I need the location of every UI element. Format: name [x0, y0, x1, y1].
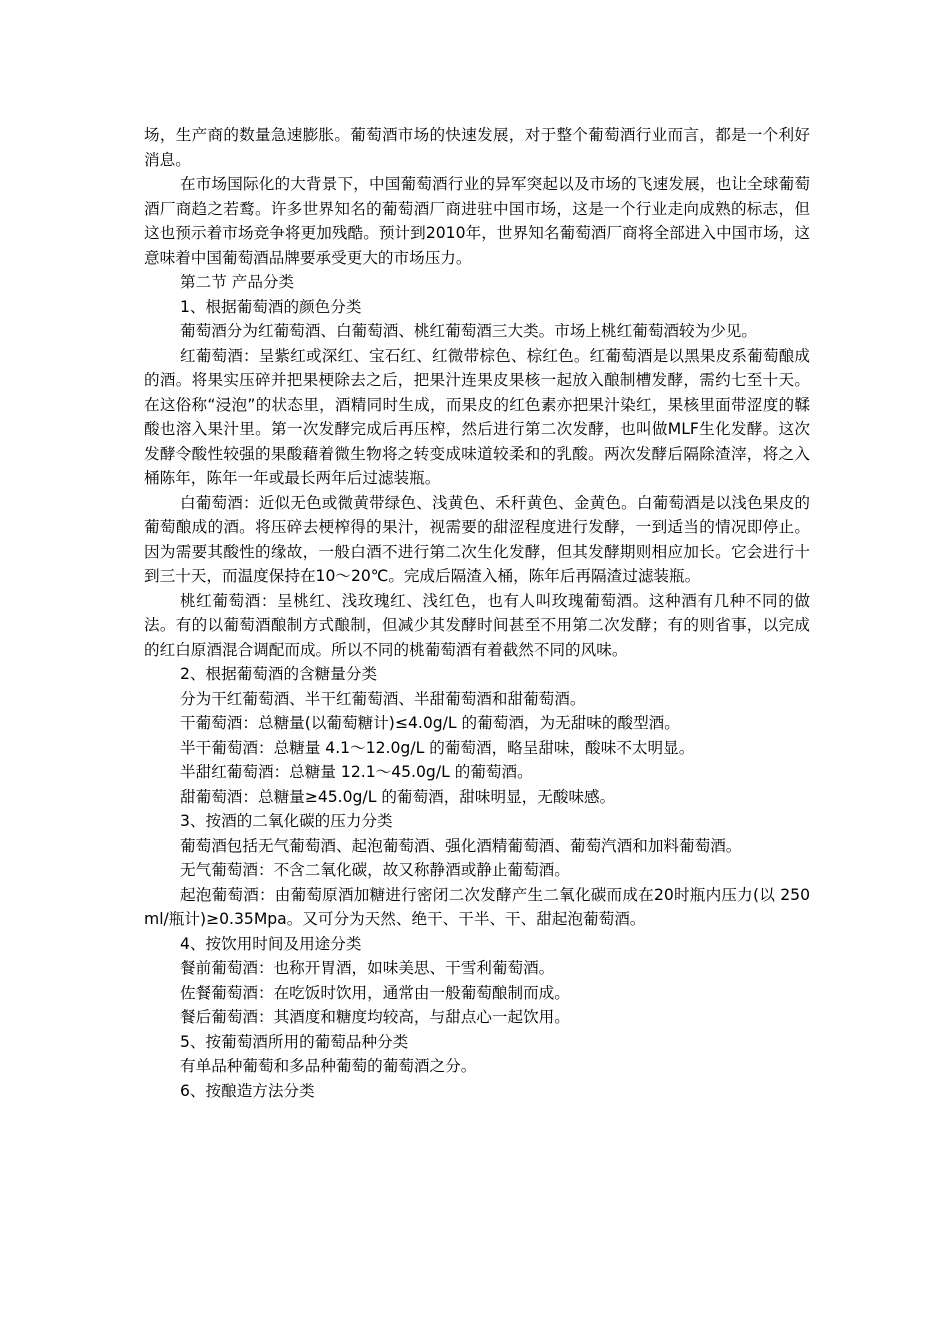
- paragraph: 葡萄酒分为红葡萄酒、白葡萄酒、桃红葡萄酒三大类。市场上桃红葡萄酒较为少见。: [180, 322, 757, 340]
- paragraph: 分为干红葡萄酒、半干红葡萄酒、半甜葡萄酒和甜葡萄酒。: [180, 689, 586, 708]
- subsection-heading: 3、按酒的二氧化碳的压力分类: [180, 812, 393, 830]
- paragraph: 佐餐葡萄酒：在吃饭时饮用，通常由一般葡萄酿制而成。: [180, 983, 570, 1002]
- paragraph: 无气葡萄酒：不含二氧化碳，故又称静酒或静止葡萄酒。: [180, 861, 570, 879]
- paragraph: 甜葡萄酒：总糖量≥45.0g/L 的葡萄酒，甜味明显，无酸味感。: [180, 787, 616, 806]
- subsection-heading: 4、按饮用时间及用途分类: [180, 934, 362, 953]
- paragraph: 半干葡萄酒：总糖量 4.1～12.0g/L 的葡萄酒，略呈甜味，酸味不太明显。: [180, 738, 695, 757]
- paragraph: 红葡萄酒：呈紫红或深红、宝石红、红微带棕色、棕红色。红葡萄酒是以黑果皮系葡萄酿成的酒。将果实压碎并把果梗除去之后，把果汁连果皮果核一起放入酿制槽发酵，需约七至十天。在这俗称“浸泡”的状态里，酒精同时生成，而果皮的红色素亦把果汁染红，果核里面带涩度的鞣酸也溶入果汁里。第一次发酵完成后再压榨，然后进行第二次发酵，也叫做MLF生化发酵。这次发酵令酸性较强的果酸藉着微生物将之转变成味道较柔和的乳酸。两次发酵后隔除渣滓，将之入桶陈年，陈年一年或最长两年后过滤装瓶。: [144, 346, 810, 487]
- subsection-heading: 6、按酿造方法分类: [180, 1081, 315, 1100]
- paragraph: 餐后葡萄酒：其酒度和糖度均较高，与甜点心一起饮用。: [180, 1008, 570, 1026]
- paragraph: 葡萄酒包括无气葡萄酒、起泡葡萄酒、强化酒精葡萄酒、葡萄汽酒和加料葡萄酒。: [180, 836, 742, 855]
- paragraph: 起泡葡萄酒：由葡萄原酒加糖进行密闭二次发酵产生二氧化碳而成在20时瓶内压力(以 250ml/瓶计)≥0.35Mpa。又可分为天然、绝干、干半、干、甜起泡葡萄酒。: [144, 885, 810, 928]
- subsection-heading: 1、根据葡萄酒的颜色分类: [180, 297, 362, 316]
- paragraph: 干葡萄酒：总糖量(以葡萄糖计)≤4.0g/L 的葡萄酒，为无甜味的酸型酒。: [180, 714, 680, 732]
- subsection-heading: 5、按葡萄酒所用的葡萄品种分类: [180, 1032, 409, 1051]
- document-page: [144, 123, 810, 1103]
- paragraph: 半甜红葡萄酒：总糖量 12.1～45.0g/L 的葡萄酒。: [180, 763, 533, 781]
- subsection-heading: 2、根据葡萄酒的含糖量分类: [180, 665, 378, 683]
- paragraph: 有单品种葡萄和多品种葡萄的葡萄酒之分。: [180, 1057, 477, 1075]
- paragraph: 白葡萄酒：近似无色或微黄带绿色、浅黄色、禾秆黄色、金黄色。白葡萄酒是以浅色果皮的葡萄酿成的酒。将压碎去梗榨得的果汁，视需要的甜涩程度进行发酵，一到适当的情况即停止。因为需要其酸性的缘故，一般白酒不进行第二次生化发酵，但其发酵期则相应加长。它会进行十到三十天，而温度保持在10～20℃。完成后隔渣入桶，陈年后再隔渣过滤装瓶。: [144, 493, 810, 585]
- paragraph: 在市场国际化的大背景下，中国葡萄酒行业的异军突起以及市场的飞速发展，也让全球葡萄酒厂商趋之若鹜。许多世界知名的葡萄酒厂商进驻中国市场，这是一个行业走向成熟的标志，但这也预示着市场竞争将更加残酷。预计到2010年，世界知名葡萄酒厂商将全部进入中国市场，这意味着中国葡萄酒品牌要承受更大的市场压力。: [144, 175, 810, 267]
- paragraph: 场，生产商的数量急速膨胀。葡萄酒市场的快速发展，对于整个葡萄酒行业而言，都是一个利好消息。: [144, 126, 810, 169]
- section-title: 第二节 产品分类: [180, 273, 295, 291]
- paragraph: 桃红葡萄酒：呈桃红、浅玫瑰红、浅红色，也有人叫玫瑰葡萄酒。这种酒有几种不同的做法。有的以葡萄酒酿制方式酿制，但减少其发酵时间甚至不用第二次发酵；有的则省事，以完成的红白原酒混合调配而成。所以不同的桃葡萄酒有着截然不同的风味。: [144, 591, 810, 659]
- paragraph: 餐前葡萄酒：也称开胃酒，如味美思、干雪利葡萄酒。: [180, 959, 555, 977]
